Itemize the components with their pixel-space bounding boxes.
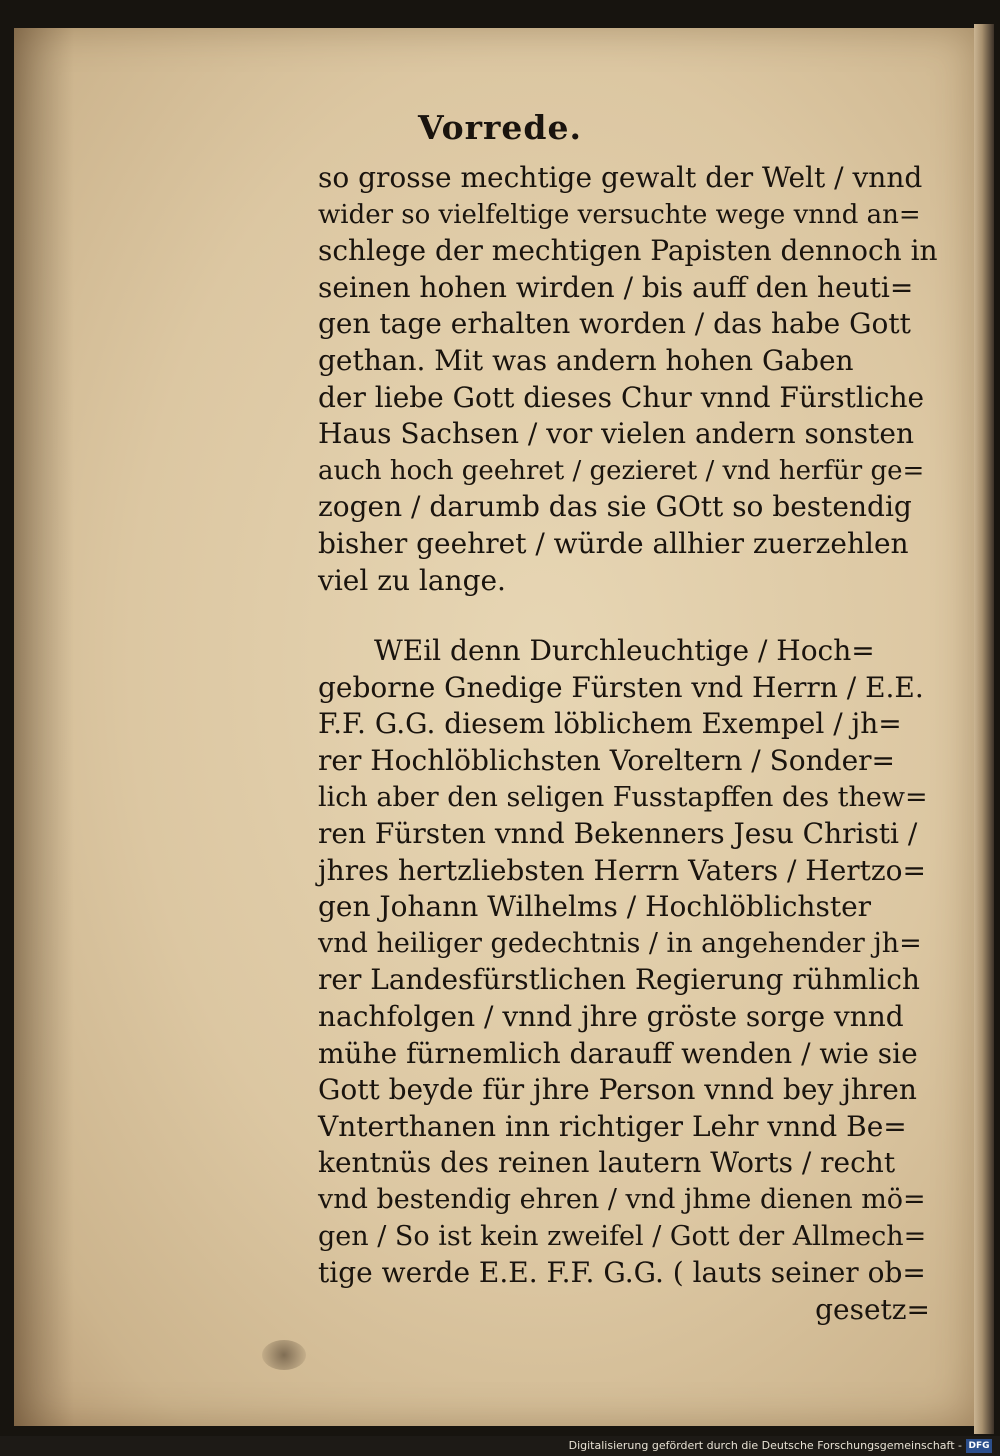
text-line: gethan. Mit was andern hohen Gaben: [318, 343, 854, 377]
text-line: tige werde E.E. F.F. G.G. ( lauts seiner ob=: [318, 1256, 926, 1290]
text-line: so grosse mechtige gewalt der Welt / vnnd: [318, 161, 923, 194]
paragraph-gap: [318, 599, 938, 633]
page-edge: [974, 24, 994, 1434]
text-line: seinen hohen wirden / bis auff den heuti=: [318, 270, 914, 304]
text-line: zogen / darumb das sie GOtt so bestendig: [318, 490, 912, 524]
text-line: WEil denn Durchleuchtige / Hoch=: [374, 634, 875, 668]
text-line: mühe fürnemlich darauff wenden / wie sie: [318, 1036, 918, 1070]
ink-smudge: [262, 1340, 306, 1370]
text-line: vnd bestendig ehren / vnd jhme dienen mö=: [318, 1184, 926, 1216]
catchword: gesetz=: [815, 1292, 930, 1326]
text-line: Gott beyde für jhre Person vnnd bey jhren: [318, 1073, 917, 1107]
text-line: schlege der mechtigen Papisten dennoch in: [318, 234, 938, 268]
text-line: geborne Gnedige Fürsten vnd Herrn / E.E.: [318, 670, 924, 704]
text-line: rer Hochlöblichsten Voreltern / Sonder=: [318, 743, 896, 777]
text-line: nachfolgen / vnnd jhre gröste sorge vnnd: [318, 1000, 904, 1034]
dfg-logo: DFG: [966, 1439, 992, 1453]
text-line: gen / So ist kein zweifel / Gott der Allmech=: [318, 1220, 927, 1252]
text-line: bisher geehret / würde allhier zuerzehlen: [318, 526, 909, 560]
running-header: Vorrede.: [418, 108, 582, 147]
text-line: jhres hertzliebsten Herrn Vaters / Hertzo=: [318, 853, 927, 887]
text-block: [318, 160, 938, 1328]
text-line: Vnterthanen inn richtiger Lehr vnnd Be=: [318, 1109, 907, 1143]
text-line: Haus Sachsen / vor vielen andern sonsten: [318, 417, 914, 451]
text-line: lich aber den seligen Fusstapffen des thew=: [318, 781, 928, 813]
text-line: vnd heiliger gedechtnis / in angehender jh=: [318, 927, 922, 959]
text-line: gen Johann Wilhelms / Hochlöblichster: [318, 890, 872, 924]
text-line: gen tage erhalten worden / das habe Gott: [318, 307, 911, 341]
paragraph-2: [318, 633, 938, 1292]
funding-credit: Digitalisierung gefördert durch die Deutsche Forschungsgemeinschaft -: [568, 1439, 962, 1452]
text-line: der liebe Gott dieses Chur vnnd Fürstliche: [318, 380, 925, 414]
text-line: auch hoch geehret / gezieret / vnd herfür ge=: [318, 455, 925, 486]
paragraph-1: [318, 160, 938, 599]
text-line: wider so vielfeltige versuchte wege vnnd an=: [318, 199, 921, 230]
text-line: F.F. G.G. diesem löblichem Exempel / jh=: [318, 707, 902, 741]
text-line: kentnüs des reinen lautern Worts / recht: [318, 1146, 896, 1180]
text-line: viel zu lange.: [318, 563, 506, 597]
text-line: ren Fürsten vnnd Bekenners Jesu Christi /: [318, 817, 918, 851]
text-line: rer Landesfürstlichen Regierung rühmlich: [318, 963, 920, 997]
binding-shadow: [14, 28, 74, 1426]
